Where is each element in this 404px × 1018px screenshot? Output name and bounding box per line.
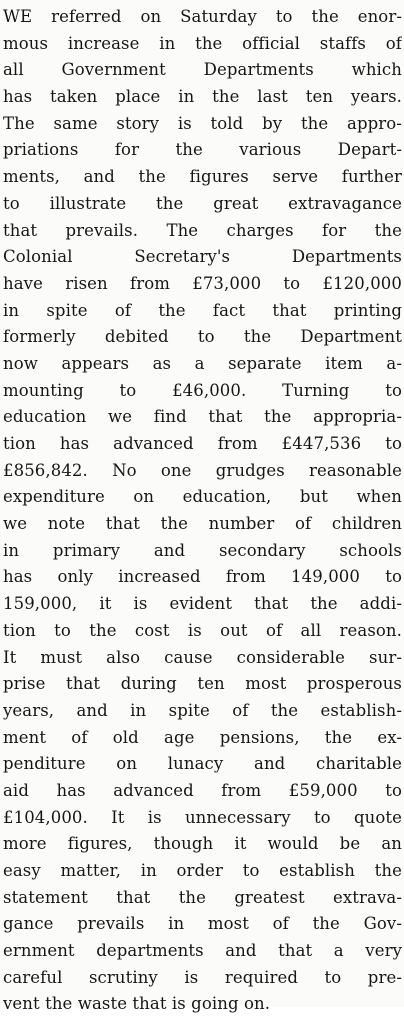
article-line: has taken place in the last ten years. bbox=[3, 87, 402, 107]
article-line: priations for the various Depart- bbox=[3, 140, 402, 160]
article-line: prise that during ten most prosperous bbox=[3, 674, 402, 694]
article-line: vent the waste that is going on. bbox=[3, 994, 271, 1014]
article-line: more figures, though it would be an bbox=[3, 834, 402, 854]
article-line: now appears as a separate item a- bbox=[3, 353, 402, 373]
article-line: in spite of the fact that printing bbox=[3, 300, 402, 320]
article-line: mounting to £46,000. Turning to bbox=[3, 380, 402, 400]
article-line: £104,000. It is unnecessary to quote bbox=[3, 807, 402, 827]
article-line: ment of old age pensions, the ex- bbox=[3, 727, 402, 747]
article-line: aid has advanced from £59,000 to bbox=[3, 780, 402, 800]
article-line: have risen from £73,000 to £120,000 bbox=[3, 273, 402, 293]
article-line: gance prevails in most of the Gov- bbox=[3, 914, 402, 934]
article-line: ernment departments and that a very bbox=[3, 941, 402, 961]
article-line: Colonial Secretary's Departments bbox=[3, 247, 402, 267]
article-line: statement that the greatest extrava- bbox=[3, 887, 402, 907]
article-line: that prevails. The charges for the bbox=[3, 220, 402, 240]
article-line: WE referred on Saturday to the enor- bbox=[3, 7, 402, 26]
article-line: we note that the number of children bbox=[3, 514, 402, 534]
article-line: years, and in spite of the establish- bbox=[3, 700, 402, 720]
article-line: all Government Departments which bbox=[3, 60, 402, 80]
article-line: mous increase in the official staffs of bbox=[3, 33, 402, 53]
article-line: to illustrate the great extravagance bbox=[3, 193, 402, 213]
article-line: has only increased from 149,000 to bbox=[3, 567, 402, 587]
article-line: expenditure on education, but when bbox=[3, 487, 402, 507]
article-line: £856,842. No one grudges reasonable bbox=[3, 460, 402, 480]
article-paragraph bbox=[3, 4, 402, 1018]
article-line: tion has advanced from £447,536 to bbox=[3, 434, 402, 453]
article-line: easy matter, in order to establish the bbox=[3, 861, 402, 880]
article-line: The same story is told by the appro- bbox=[3, 113, 402, 133]
article-line: careful scrutiny is required to pre- bbox=[3, 967, 402, 987]
article-line: penditure on lunacy and charitable bbox=[3, 754, 402, 774]
article-line: education we find that the appropria- bbox=[3, 407, 402, 427]
article-line: tion to the cost is out of all reason. bbox=[3, 620, 402, 640]
article-line: It must also cause considerable sur- bbox=[3, 647, 402, 667]
article-line: in primary and secondary schools bbox=[3, 540, 402, 560]
article-line: 159,000, it is evident that the addi- bbox=[3, 594, 402, 614]
article-line: ments, and the figures serve further bbox=[3, 167, 402, 187]
article-line: formerly debited to the Department bbox=[3, 327, 402, 347]
